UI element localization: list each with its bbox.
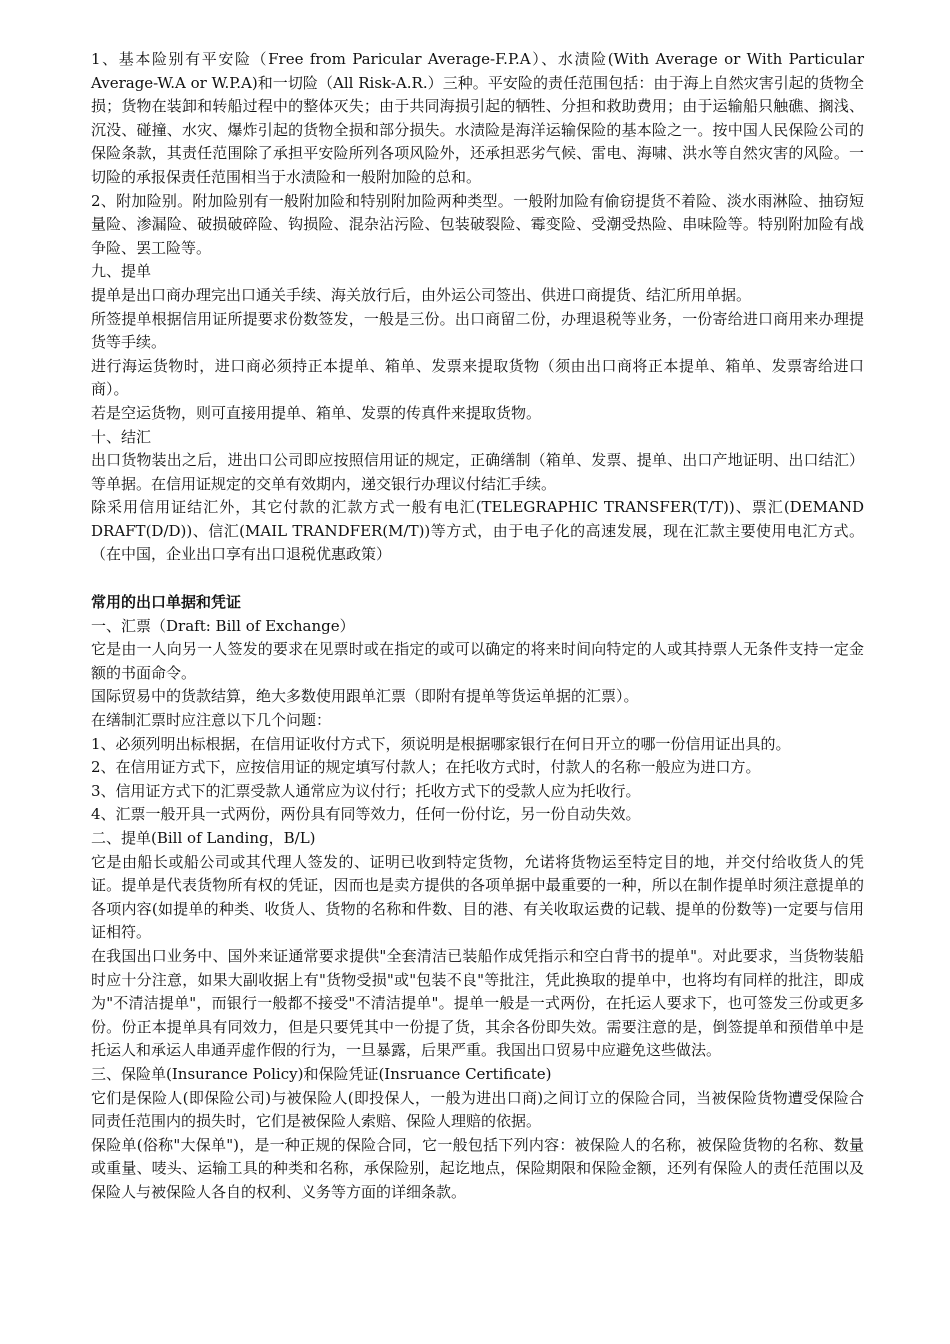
- paragraph-draft-definition: 它是由一人向另一人签发的要求在见票时或在指定的或可以确定的将来时间向特定的人或其持票人无条件支持一定金额的书面命令。: [91, 640, 864, 682]
- paragraph-bl-definition: 提单是出口商办理完出口通关手续、海关放行后，由外运公司签出、供进口商提货、结汇所用单据。: [91, 285, 752, 304]
- heading-bill-of-landing: 二、提单(Bill of Landing，B/L): [91, 829, 316, 847]
- document-page: [91, 48, 864, 1205]
- heading-settlement: 十、结汇: [91, 427, 152, 446]
- paragraph-sea-freight: 进行海运货物时，进口商必须持正本提单、箱单、发票来提取货物（须由出口商将正本提单、箱单、发票寄给进口商）。: [91, 356, 864, 399]
- heading-bill-of-lading: 九、提单: [91, 262, 152, 281]
- list-item-draft-note-3: 3、信用证方式下的汇票受款人通常应为议付行；托收方式下的受款人应为托收行。: [91, 781, 641, 800]
- paragraph-additional-insurance: 2、附加险别。附加险别有一般附加险和特别附加险两种类型。一般附加险有偷窃提货不着险、淡水雨淋险、抽窃短量险、渗漏险、破损破碎险、钩损险、混杂沾污险、包装破裂险、霉变险、受潮受热险、串味险等。特别附加险有战争险、罢工险等。: [91, 191, 864, 257]
- paragraph-remittance-methods: 除采用信用证结汇外，其它付款的汇款方式一般有电汇(TELEGRAPHIC TRANSFER(T/T))、票汇(DEMAND DRAFT(D/D))、信汇(MAIL TRANDFER(M/T))等方式，由于电子化的高速发展，现在汇款主要使用电汇方式。（在中国，企业出口享有出口退税优惠政策）: [91, 498, 864, 564]
- list-item-draft-note-2: 2、在信用证方式下，应按信用证的规定填写付款人；在托收方式时，付款人的名称一般应为进口方。: [91, 758, 761, 777]
- paragraph-settlement-docs: 出口货物装出之后，进出口公司即应按照信用证的规定，正确缮制（箱单、发票、提单、出口产地证明、出口结汇）等单据。在信用证规定的交单有效期内，递交银行办理议付结汇手续。: [91, 451, 864, 493]
- paragraph-draft-notes-intro: 在缮制汇票时应注意以下几个问题：: [91, 711, 332, 730]
- paragraph-air-freight: 若是空运货物，则可直接用提单、箱单、发票的传真件来提取货物。: [91, 403, 542, 422]
- paragraph-insurance-definition: 它们是保险人(即保险公司)与被保险人(即投保人，一般为进出口商)之间订立的保险合同，当被保险货物遭受保险合同责任范围内的损失时，它们是被保险人索赔、保险人理赔的依据。: [91, 1088, 864, 1131]
- paragraph-documentary-draft: 国际贸易中的货款结算，绝大多数使用跟单汇票（即附有提单等货运单据的汇票）。: [91, 687, 639, 706]
- paragraph-clean-bl: 在我国出口业务中、国外来证通常要求提供"全套清洁已装船作成凭指示和空白背书的提单"。对此要求，当货物装船时应十分注意，如果大副收据上有"货物受损"或"包装不良"等批注，凭此换取的提单中，也将均有同样的批注，即成为"不清洁提单"，而银行一般都不接受"不清洁提单"。提单一般是一式两份，在托运人要求下，也可签发三份或更多份。份正本提单具有同效力，但是只要凭其中一份提了货，其余各份即失效。需要注意的是，倒签提单和预借单中是托运人和承运人串通弄虚作假的行为，一旦暴露，后果严重。我国出口贸易中应避免这些做法。: [91, 946, 864, 1060]
- section-gap: [91, 567, 864, 591]
- list-item-draft-note-4: 4、汇票一般开具一式两份，两份具有同等效力，任何一份付讫，另一份自动失效。: [91, 805, 641, 824]
- paragraph-basic-insurance: 1、基本险别有平安险（Free from Paricular Average-F.P.A）、水渍险(With Average or With Particular Average-W.A or W.P.A)和一切险（All Risk-A.R.）三种。平安险的责任范围包括：由于海上自然灾害引起的货物全损；货物在装卸和转船过程中的整体灭失；由于共同海损引起的牺牲、分担和救助费用；由于运输船只触礁、搁浅、沉没、碰撞、水灾、爆炸引起的货物全损和部分损失。水渍险是海洋运输保险的基本险之一。按中国人民保险公司的保险条款，其责任范围除了承担平安险所列各项风险外，还承担恶劣气候、雷电、海啸、洪水等自然灾害的风险。一切险的承报保责任范围相当于水渍险和一般附加险的总和。: [91, 50, 864, 186]
- section-title-export-documents: 常用的出口单据和凭证: [91, 593, 242, 612]
- heading-draft: 一、汇票（Draft: Bill of Exchange）: [91, 616, 355, 635]
- list-item-draft-note-1: 1、必须列明出标根据，在信用证收付方式下，须说明是根据哪家银行在何日开立的哪一份信用证出具的。: [91, 734, 791, 753]
- heading-insurance: 三、保险单(Insurance Policy)和保险凭证(Insruance Certificate): [91, 1064, 552, 1083]
- paragraph-insurance-policy: 保险单(俗称"大保单")，是一种正规的保险合同，它一般包括下列内容：被保险人的名称，被保险货物的名称、数量或重量、唛头、运输工具的种类和名称，承保险别，起讫地点，保险期限和保险金额，还列有保险人的责任范围以及保险人与被保险人各自的权利、义务等方面的详细条款。: [91, 1135, 864, 1201]
- paragraph-bl-copies: 所签提单根据信用证所提要求份数签发，一般是三份。出口商留二份，办理退税等业务，一份寄给进口商用来办理提货等手续。: [91, 309, 864, 352]
- paragraph-bl-description: 它是由船长或船公司或其代理人签发的、证明已收到特定货物，允诺将货物运至特定目的地，并交付给收货人的凭证。提单是代表货物所有权的凭证，因而也是卖方提供的各项单据中最重要的一种，所以在制作提单时须注意提单的各项内容(如提单的种类、收货人、货物的名称和件数、目的港、有关收取运费的记载、提单的份数等)一定要与信用证相符。: [91, 852, 864, 942]
